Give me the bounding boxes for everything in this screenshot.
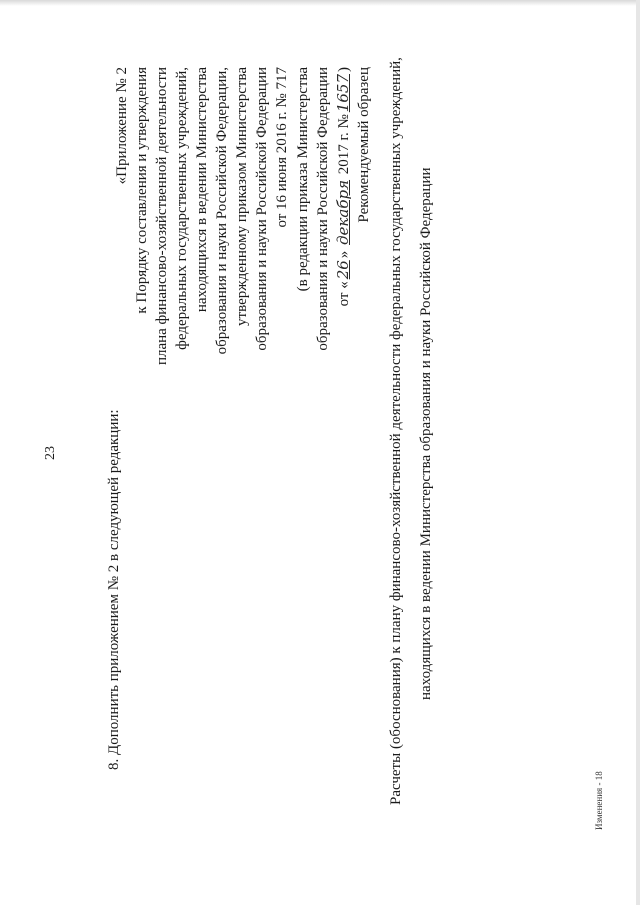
revision-line-1: (в редакции приказа Министерства [295,67,311,292]
date-close: ) [336,67,352,72]
date-mid: » [336,250,352,259]
title-line-2: находящихся в ведении Министерства образования и науки Российской Федерации [418,167,434,700]
instruction-line: 8. Дополнить приложением № 2 в следующей редакции: [106,409,122,770]
page-number: 23 [43,446,58,460]
appendix-line-3: плана финансово-хозяйственной деятельности [154,67,170,366]
appendix-line-9: от 16 июня 2016 г. № 717 [274,67,290,228]
date-number-handwritten: 1657 [334,74,352,113]
appendix-line-6: образования и науки Российской Федерации, [214,67,230,355]
appendix-line-8: образования и науки Российской Федерации [254,67,270,351]
revision-date-line [336,67,352,306]
appendix-line-1: «Приложение № 2 [114,67,130,185]
date-prefix: от « [336,281,352,307]
appendix-line-4: федеральных государственных учреждений, [174,67,190,350]
revision-line-2: образования и науки Российской Федерации [315,67,331,351]
recommended-sample: Рекомендуемый образец [356,67,372,223]
appendix-line-5: находящихся в ведении Министерства [194,67,210,313]
date-day-handwritten: 26 [334,260,352,280]
title-line-1: Расчеты (обоснования) к плану финансово-хозяйственной деятельности федеральных государственных учреждений, [388,57,404,805]
date-year: 2017 г. № [336,114,352,175]
date-month-handwritten: декабря [334,179,352,245]
footer-note: Изменения - 18 [594,771,604,830]
appendix-line-2: к Порядку составления и утверждения [134,67,150,314]
appendix-line-7: утвержденному приказом Министерства [234,67,250,326]
